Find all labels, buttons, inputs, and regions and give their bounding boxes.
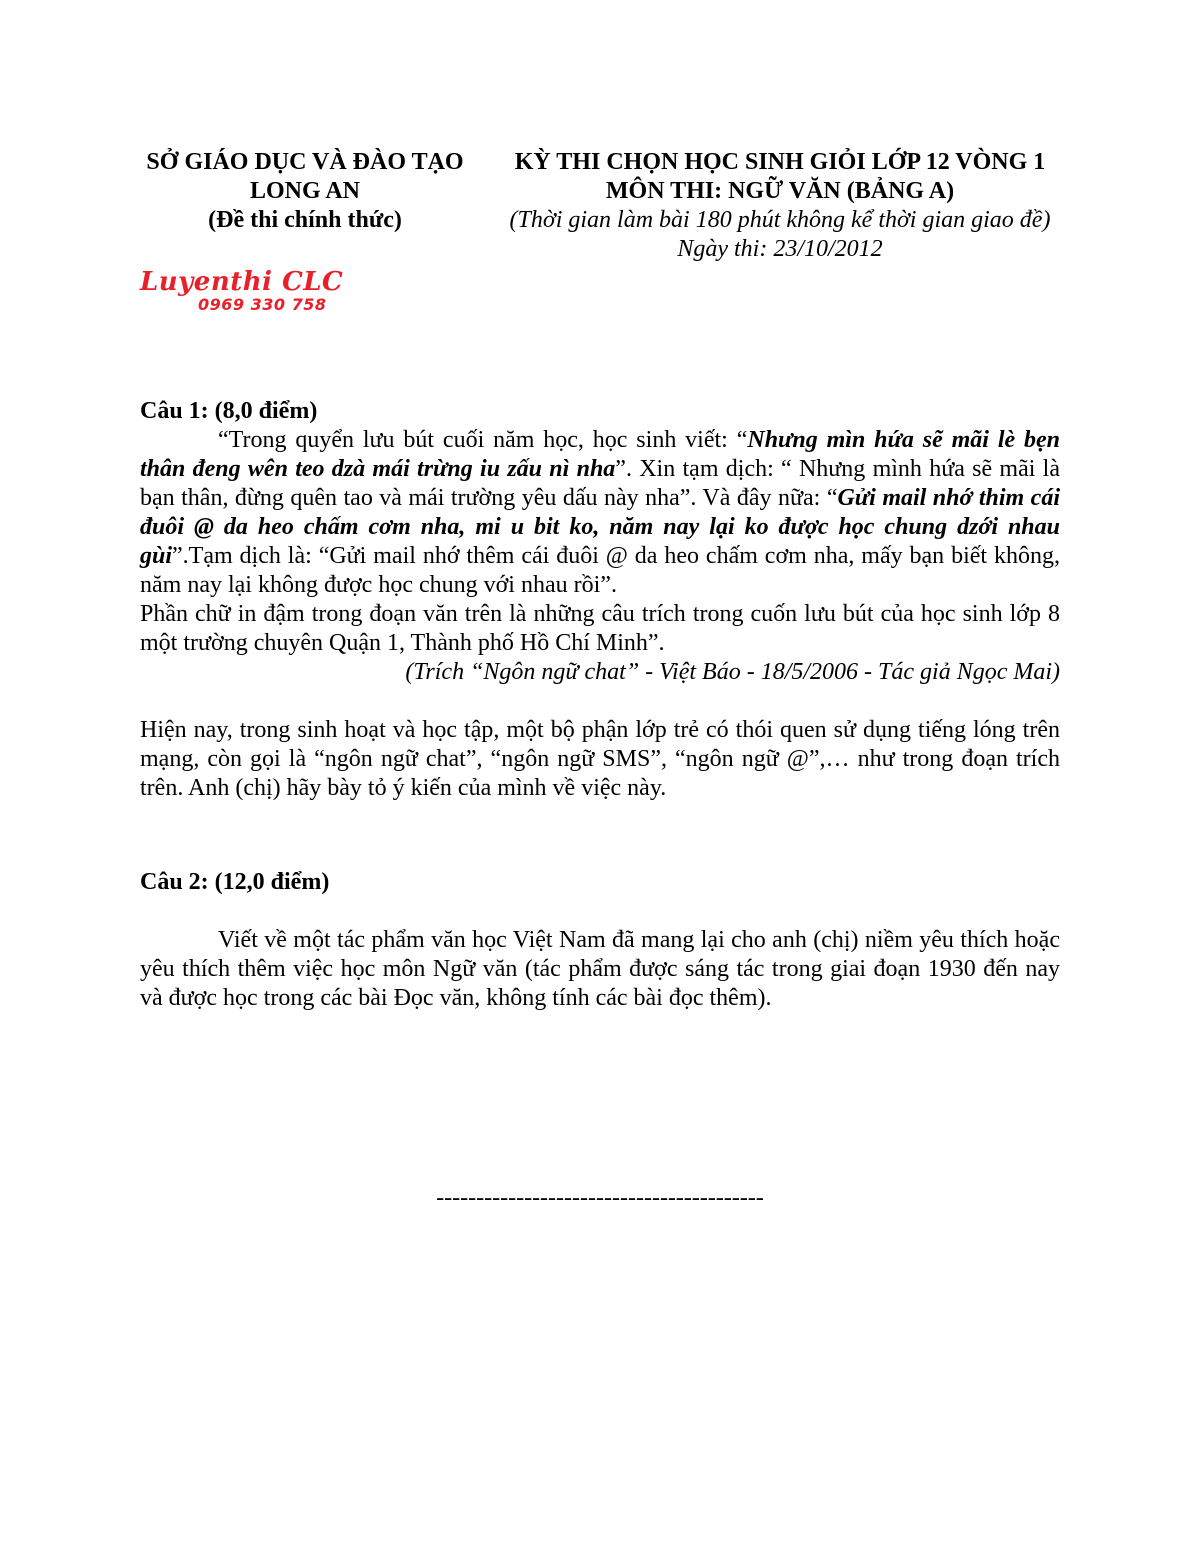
time-note: (Thời gian làm bài 180 phút không kể thời gian giao đề) <box>509 207 1051 233</box>
question-1-title: Câu 1: (8,0 điểm) <box>140 398 318 424</box>
question-1-prompt: Hiện nay, trong sinh hoạt và học tập, một bộ phận lớp trẻ có thói quen sử dụng tiếng lóng trên mạng, còn gọi là “ngôn ngữ chat”, “ngôn ngữ SMS”, “ngôn ngữ @”,… như trong đoạn trích trên. Anh (chị) hãy bày tỏ ý kiến của mình về việc này. <box>140 717 1060 801</box>
department-name: SỞ GIÁO DỤC VÀ ĐÀO TẠO <box>146 149 464 175</box>
exam-date: Ngày thi: 23/10/2012 <box>677 236 883 262</box>
header-right <box>480 148 1080 264</box>
question-2 <box>140 868 1060 1013</box>
official-note: (Đề thi chính thức) <box>208 207 402 233</box>
subject-title: MÔN THI: NGỮ VĂN (BẢNG A) <box>605 178 955 204</box>
question-1-source: (Trích “Ngôn ngữ chat” - Việt Báo - 18/5/2006 - Tác giả Ngọc Mai) <box>405 659 1060 685</box>
question-1-paragraph-2: Phần chữ in đậm trong đoạn văn trên là những câu trích trong cuốn lưu bút của học sinh lớp 8 một trường chuyên Quận 1, Thành phố Hồ Chí Minh”. <box>140 601 1060 656</box>
question-1 <box>140 397 1060 803</box>
header-left <box>130 148 480 235</box>
question-1-paragraph-1 <box>140 426 1060 600</box>
logo-phone: 0969 330 758 <box>198 295 327 314</box>
q1-text-e: ”.Tạm dịch là: “Gửi mail nhớ thêm cái đuôi @ da heo chấm cơm nha, mấy bạn biết không, năm nay lại không được học chung với nhau rồi”. <box>140 543 1060 598</box>
q1-quote-2: Gửi mail nhớ thim cái đuôi @ da heo chấm cơm nha, mi u bit ko, năm nay lại ko được học chung dzới nhau gùi <box>140 485 1060 569</box>
province-name: LONG AN <box>249 178 360 204</box>
watermark-logo <box>140 268 370 320</box>
end-separator: ----------------------------------------- <box>436 1185 764 1211</box>
spacer <box>140 897 1060 926</box>
q1-text-a: “Trong quyển lưu bút cuối năm học, học sinh viết: “ <box>218 427 748 453</box>
exam-title: KỲ THI CHỌN HỌC SINH GIỎI LỚP 12 VÒNG 1 <box>514 149 1046 175</box>
q1-text-c: ”. Xin tạm dịch: “ Nhưng mình hứa sẽ mãi là bạn thân, đừng quên tao và mái trường yêu dấu này nha”. Và đây nữa: “ <box>140 456 1060 511</box>
question-2-prompt: Viết về một tác phẩm văn học Việt Nam đã mang lại cho anh (chị) niềm yêu thích hoặc yêu thích thêm việc học môn Ngữ văn (tác phẩm được sáng tác trong giai đoạn 1930 đến nay và được học trong các bài Đọc văn, không tính các bài đọc thêm). <box>140 927 1060 1011</box>
spacer <box>140 687 1060 716</box>
logo-name: Luyenthi CLC <box>140 267 344 297</box>
q1-quote-1: Nhưng mìn hứa sẽ mãi lè bẹn thân đeng wên teo dzà mái trừng iu zấu nì nha <box>140 427 1061 482</box>
question-2-title: Câu 2: (12,0 điểm) <box>140 869 330 895</box>
